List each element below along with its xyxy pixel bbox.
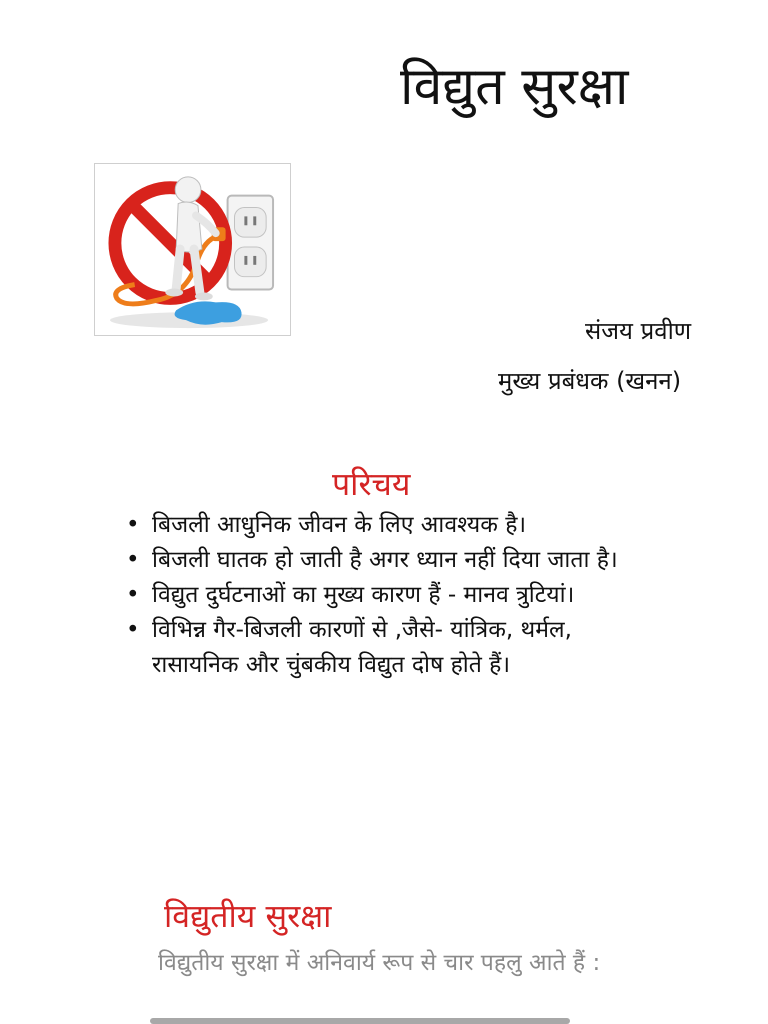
list-item: • बिजली घातक हो जाती है अगर ध्यान नहीं दिया जाता है। <box>126 543 626 578</box>
intro-bullet-list <box>126 508 626 683</box>
cut-off-text-line <box>150 1010 570 1024</box>
intro-heading: परिचय <box>332 465 411 503</box>
no-electric-plug-icon <box>95 164 290 335</box>
author-name: संजय प्रवीण <box>585 317 692 345</box>
electrical-safety-heading: विद्युतीय सुरक्षा <box>164 897 332 935</box>
electrical-hazard-image <box>94 163 291 336</box>
list-item: • विद्युत दुर्घटनाओं का मुख्य कारण हैं - मानव त्रुटियां। <box>126 578 626 613</box>
list-item: • विभिन्न गैर-बिजली कारणों से ,जैसे- यांत्रिक, थर्मल, रासायनिक और चुंबकीय विद्युत दोष होते हैं। <box>126 613 626 683</box>
list-item: • बिजली आधुनिक जीवन के लिए आवश्यक है। <box>126 508 626 543</box>
author-designation: मुख्य प्रबंधक (खनन) <box>498 367 682 395</box>
electrical-safety-paragraph: विद्युतीय सुरक्षा में अनिवार्य रूप से चार पहलु आते हैं : <box>158 950 601 976</box>
page-title: विद्युत सुरक्षा <box>400 57 629 117</box>
